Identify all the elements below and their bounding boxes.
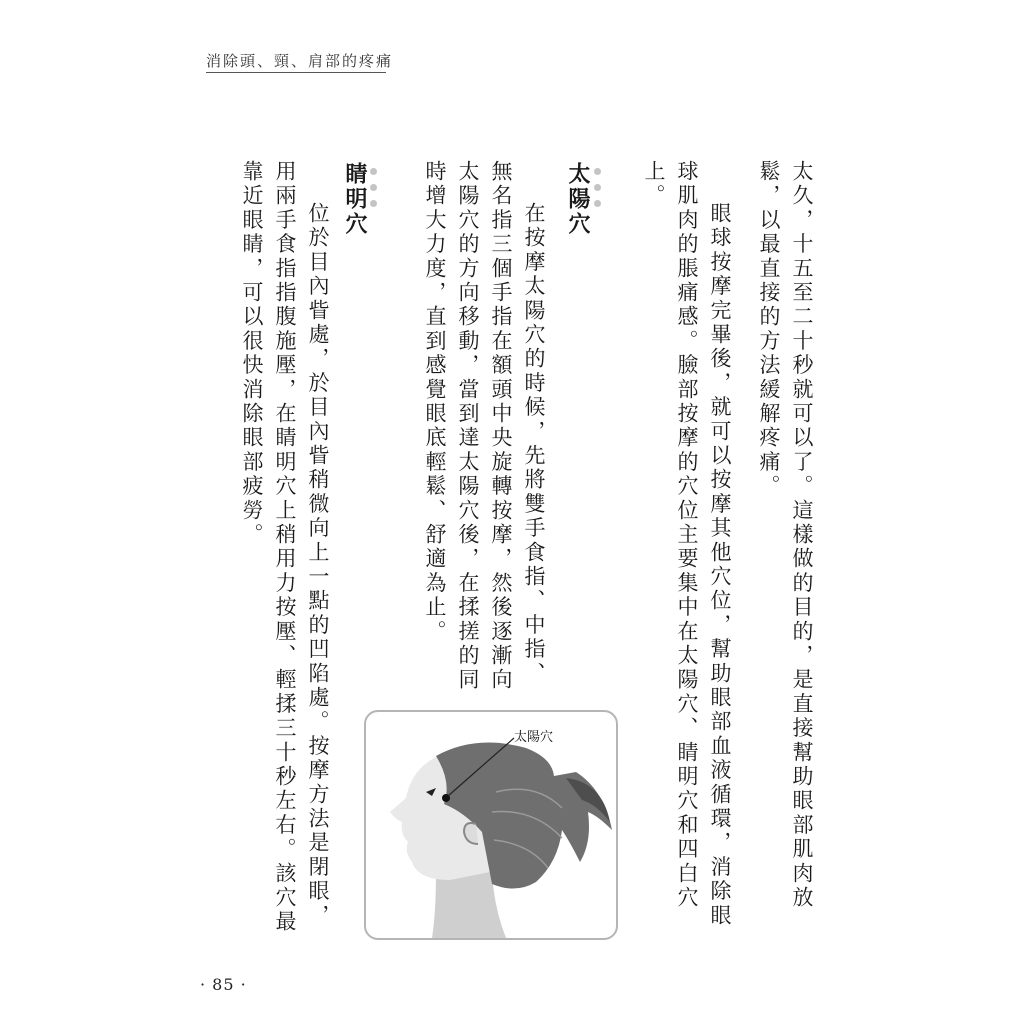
text-column-1 [748,160,818,950]
running-title: 消除頭、頸、肩部的疼痛 [206,52,394,70]
header-rule [206,72,386,73]
paragraph-continuation: 太久，十五至二十秒就可以了。這樣做的目的，是直接幫助眼部肌肉放鬆，以最直接的方法緩解疼痛。 [757,160,814,911]
page-number: · 85 · [200,975,247,994]
illustration-taiyang [364,710,618,940]
figure-label: 太陽穴 [514,730,554,745]
paragraph-taiyang: 在按摩太陽穴的時候，先將雙手食指、中指、無名指三個手指在額頭中央旋轉按摩，然後逐漸向太陽穴的方向移動，當到達太陽穴後，在揉搓的同時增大力度，直到感覺眼底輕鬆、舒適為止。 [423,160,546,693]
heading-jingming: 睛明穴 [342,162,367,237]
heading-dots-jingming [370,168,378,216]
paragraph-jingming: 位於目內眥處，於目內眥稍微向上一點的凹陷處。按摩方法是閉眼，用兩手食指指腹施壓，在睛明穴上稍用力按壓、輕揉三十秒左右。該穴最靠近眼睛，可以很快消除眼部疲勞。 [240,160,330,935]
text-column-2 [636,160,736,950]
text-column-4 [224,160,334,950]
heading-dots-taiyang [594,168,602,216]
text-column-3 [410,160,550,700]
head-profile-illustration [366,712,616,938]
heading-taiyang: 太陽穴 [565,162,590,237]
paragraph-eye-massage: 眼球按摩完畢後，就可以按摩其他穴位，幫助眼部血液循環，消除眼球肌肉的脹痛感。臉部按摩的穴位主要集中在太陽穴、睛明穴和四白穴上。 [642,160,732,928]
